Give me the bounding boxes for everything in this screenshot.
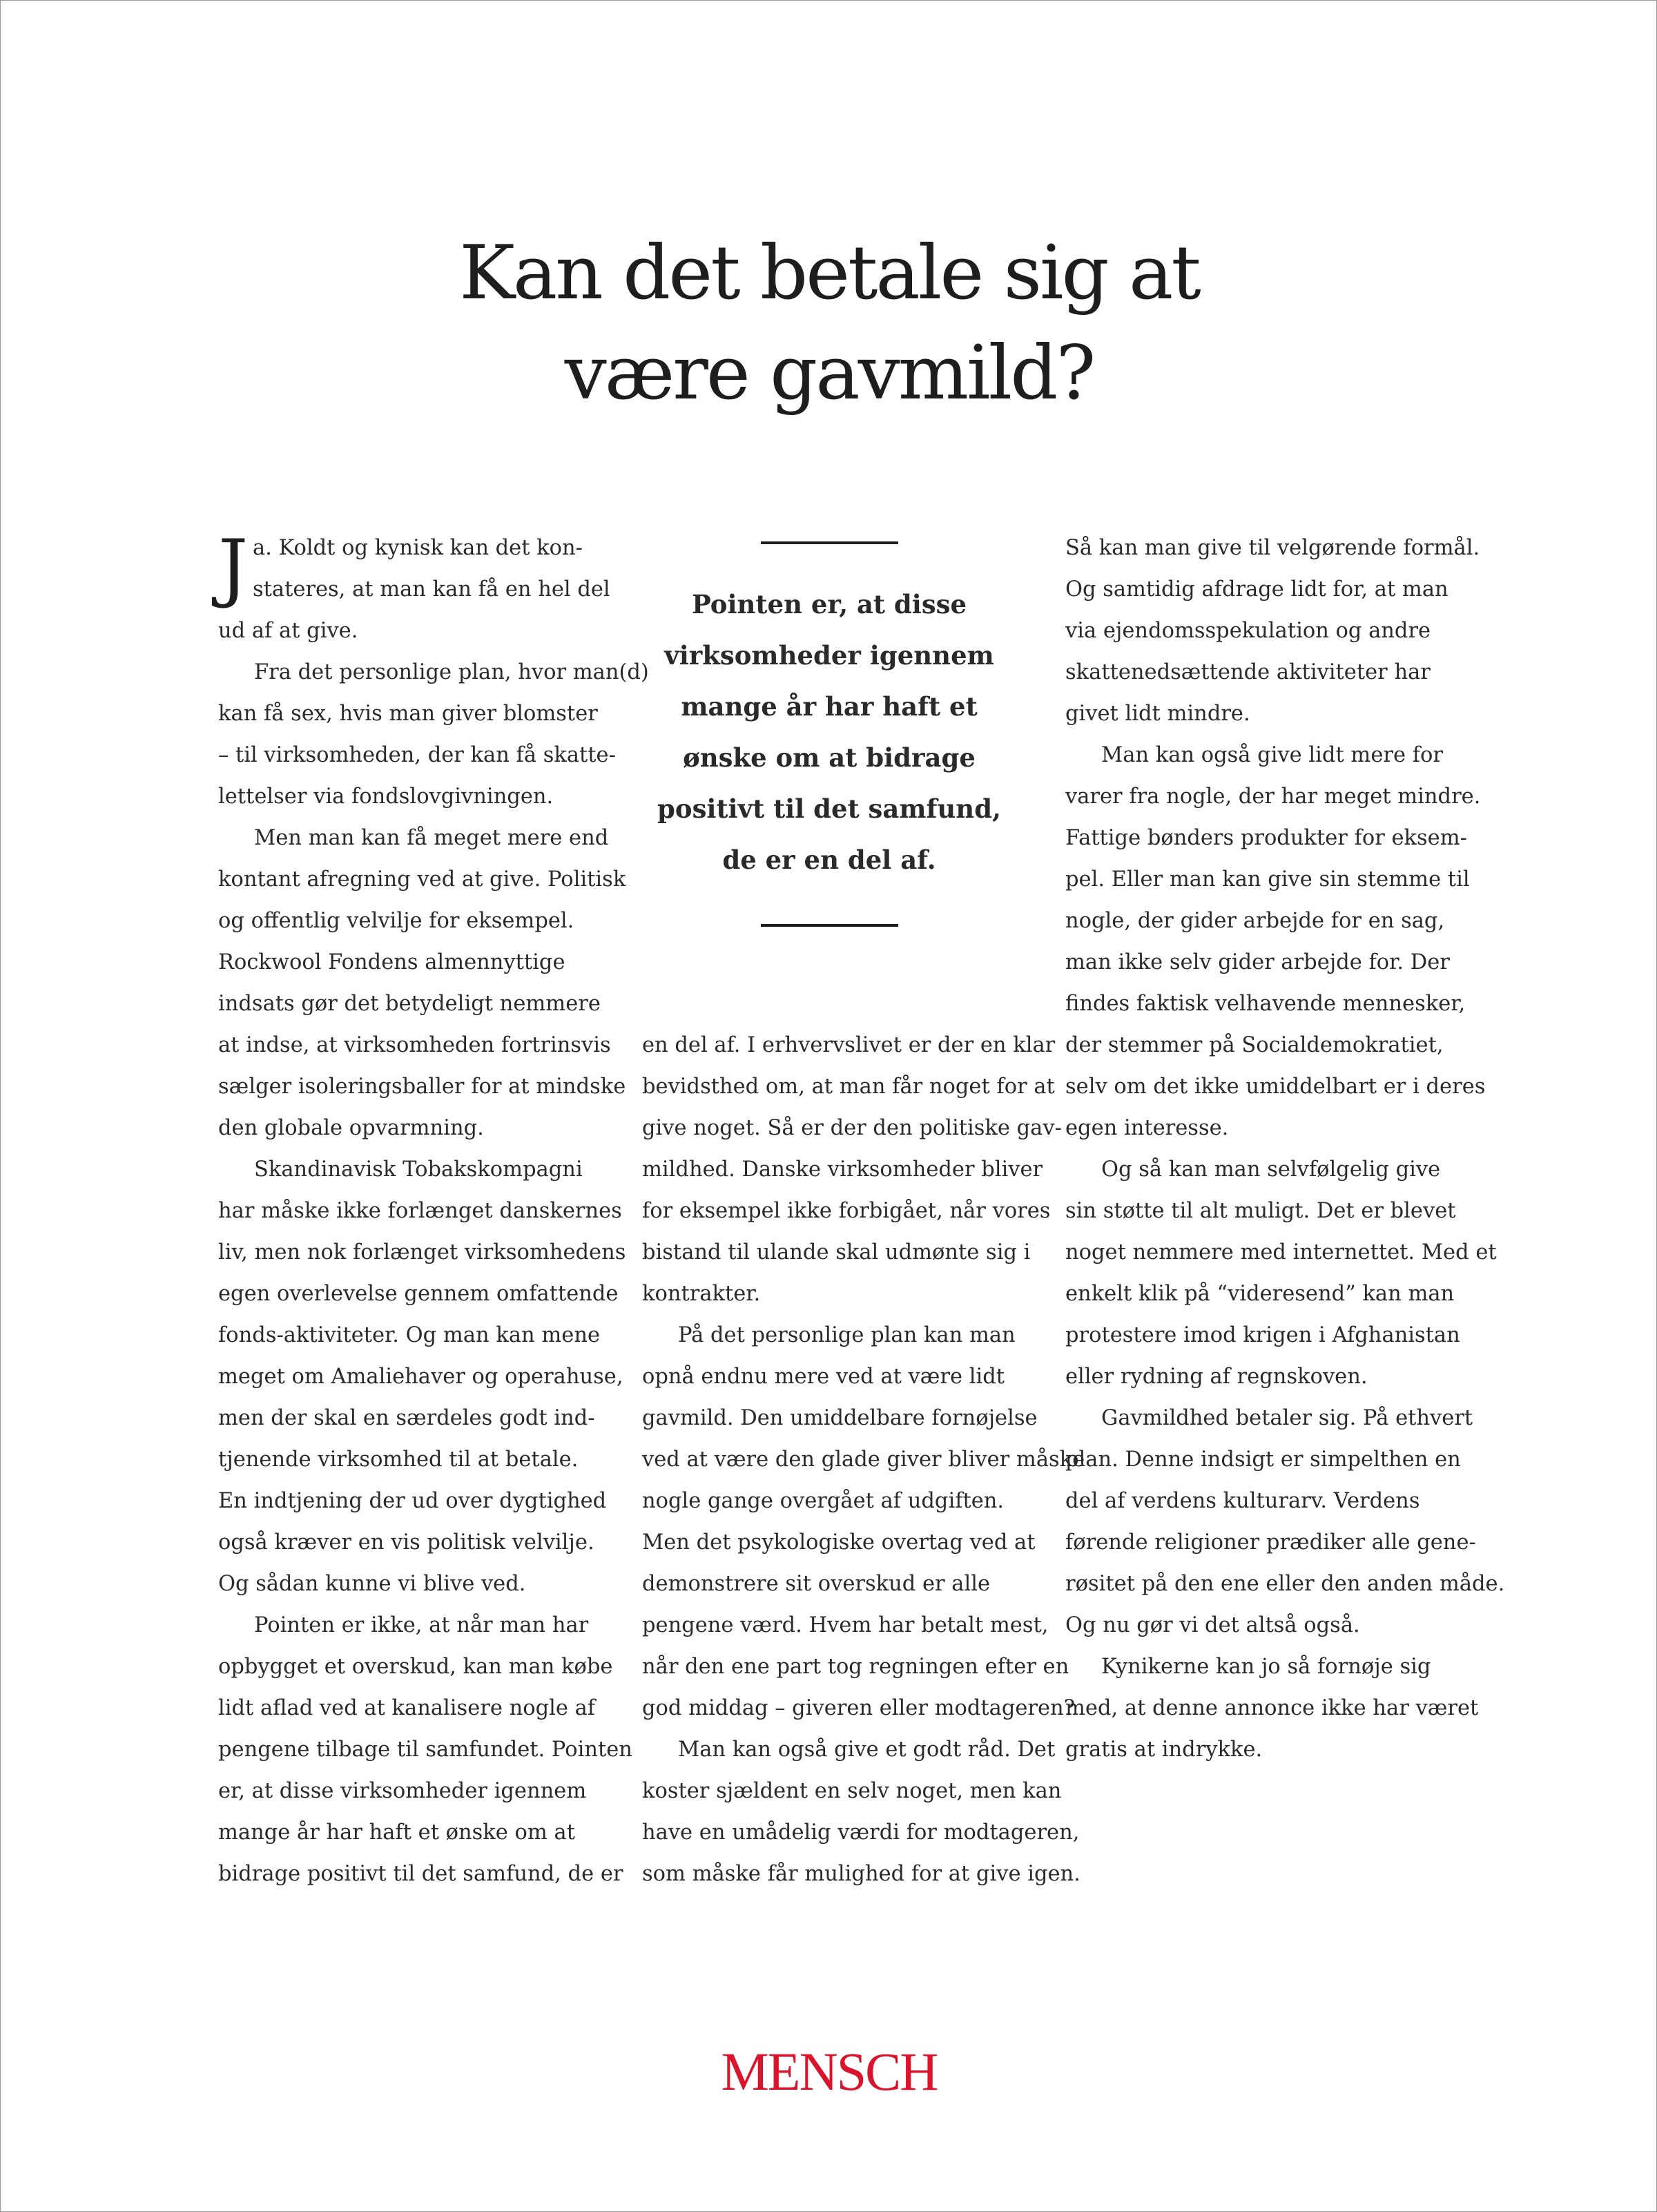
text-line: – til virksomheden, der kan få skatte- [218, 743, 616, 767]
text-line: gratis at indrykke. [1065, 1738, 1263, 1762]
text-line: del af verdens kulturarv. Verdens [1065, 1489, 1420, 1513]
text-line: mildhed. Danske virksomheder bliver [642, 1157, 1043, 1182]
text-line: røsitet på den ene eller den anden måde. [1065, 1572, 1505, 1596]
text-line: meget om Amaliehaver og operahuse, [218, 1365, 623, 1389]
text-line: Gavmildhed betaler sig. På ethvert [1101, 1406, 1473, 1430]
text-line: koster sjældent en selv noget, men kan [642, 1779, 1062, 1803]
text-line: at indse, at virksomheden fortrinsvis [218, 1033, 611, 1057]
text-line: stateres, at man kan få en hel del [253, 577, 610, 602]
text-line: Og sådan kunne vi blive ved. [218, 1572, 526, 1596]
text-line: Men det psykologiske overtag ved at [642, 1530, 1036, 1555]
text-line: en del af. I erhvervslivet er der en klar [642, 1033, 1056, 1057]
text-line: Og samtidig afdrage lidt for, at man [1065, 577, 1448, 602]
text-line: Fattige bønders produkter for eksem- [1065, 826, 1467, 850]
text-line: protestere imod krigen i Afghanistan [1065, 1323, 1460, 1347]
text-line: tjenende virksomhed til at betale. [218, 1448, 579, 1472]
text-line: via ejendomsspekulation og andre [1065, 619, 1431, 643]
text-line: nogle gange overgået af udgiften. [642, 1489, 1005, 1513]
text-line: liv, men nok forlænget virksomhedens [218, 1240, 626, 1264]
pullquote-line: de er en del af. [722, 845, 936, 875]
text-line: Og så kan man selvfølgelig give [1101, 1157, 1441, 1182]
pullquote [636, 579, 1023, 885]
drop-cap: J [218, 524, 249, 610]
text-line: også kræver en vis politisk velvilje. [218, 1530, 594, 1555]
text-line: Og nu gør vi det altså også. [1065, 1613, 1360, 1637]
text-line: god middag – giveren eller modtageren? [642, 1696, 1076, 1720]
text-line: Rockwool Fondens almennyttige [218, 950, 565, 974]
text-line: selv om det ikke umiddelbart er i deres [1065, 1075, 1486, 1099]
text-line: have en umådelig værdi for modtageren, [642, 1820, 1080, 1845]
pullquote-line: virksomheder igennem [664, 640, 994, 671]
text-line: den globale opvarmning. [218, 1116, 484, 1140]
text-line: sin støtte til alt muligt. Det er blevet [1065, 1199, 1456, 1223]
article-column-1 [218, 524, 649, 1895]
mensch-logo: MENSCH [721, 2041, 938, 2102]
text-line: a. Koldt og kynisk kan det kon- [253, 536, 583, 560]
text-line: kontrakter. [642, 1282, 761, 1306]
text-line: Pointen er ikke, at når man har [254, 1613, 589, 1637]
text-line: Man kan også give lidt mere for [1101, 743, 1443, 767]
text-line: førende religioner prædiker alle gene- [1065, 1530, 1476, 1555]
text-line: Men man kan få meget mere end [254, 826, 609, 850]
pullquote-rule-bottom [761, 924, 898, 927]
text-line: opnå endnu mere ved at være lidt [642, 1365, 1005, 1389]
text-line: mange år har haft et ønske om at [218, 1820, 575, 1845]
text-line: egen overlevelse gennem omfattende [218, 1282, 619, 1306]
text-line: plan. Denne indsigt er simpelthen en [1065, 1448, 1461, 1472]
text-line: demonstrere sit overskud er alle [642, 1572, 991, 1596]
text-line: ud af at give. [218, 619, 358, 643]
text-line: På det personlige plan kan man [678, 1323, 1016, 1347]
text-line: når den ene part tog regningen efter en [642, 1655, 1069, 1679]
text-line: pel. Eller man kan give sin stemme til [1065, 867, 1470, 892]
text-line: eller rydning af regnskoven. [1065, 1365, 1368, 1389]
text-line: man ikke selv gider arbejde for. Der [1065, 950, 1450, 974]
text-line: opbygget et overskud, kan man købe [218, 1655, 613, 1679]
text-line: gavmild. Den umiddelbare fornøjelse [642, 1406, 1038, 1430]
article-column-3 [1065, 528, 1505, 1771]
pullquote-line: positivt til det samfund, [657, 794, 1001, 824]
text-line: og offentlig velvilje for eksempel. [218, 909, 574, 933]
headline [208, 223, 1451, 423]
text-line: egen interesse. [1065, 1116, 1229, 1140]
headline-line-2: være gavmild? [564, 330, 1094, 416]
text-line: Man kan også give et godt råd. Det [678, 1738, 1056, 1762]
text-line: Fra det personlige plan, hvor man(d) [254, 660, 649, 684]
text-line: lettelser via fondslovgivningen. [218, 785, 554, 809]
text-line: som måske får mulighed for at give igen. [642, 1862, 1081, 1886]
headline-line-1: Kan det betale sig at [459, 230, 1199, 316]
text-line: lidt aflad ved at kanalisere nogle af [218, 1696, 596, 1720]
text-line: indsats gør det betydeligt nemmere [218, 992, 601, 1016]
text-line: Skandinavisk Tobakskompagni [254, 1157, 583, 1182]
article-column-2 [642, 1025, 1085, 1895]
text-line: give noget. Så er der den politiske gav- [642, 1116, 1062, 1140]
pullquote-line: ønske om at bidrage [683, 742, 976, 773]
text-line: for eksempel ikke forbigået, når vores [642, 1199, 1051, 1223]
text-line: kontant afregning ved at give. Politisk [218, 867, 626, 892]
text-line: kan få sex, hvis man giver blomster [218, 702, 598, 726]
text-line: Kynikerne kan jo så fornøje sig [1101, 1655, 1431, 1679]
pullquote-line: Pointen er, at disse [691, 589, 967, 619]
text-line: fonds-aktiviteter. Og man kan mene [218, 1323, 601, 1347]
text-line: nogle, der gider arbejde for en sag, [1065, 909, 1445, 933]
text-line: skattenedsættende aktiviteter har [1065, 660, 1431, 684]
text-line: pengene værd. Hvem har betalt mest, [642, 1613, 1049, 1637]
text-line: bistand til ulande skal udmønte sig i [642, 1240, 1031, 1264]
text-line: pengene tilbage til samfundet. Pointen [218, 1738, 632, 1762]
text-line: Så kan man give til velgørende formål. [1065, 536, 1480, 560]
pullquote-rule-top [761, 541, 898, 544]
text-line: der stemmer på Socialdemokratiet, [1065, 1033, 1444, 1057]
text-line: noget nemmere med internettet. Med et [1065, 1240, 1497, 1264]
text-line: findes faktisk velhavende mennesker, [1065, 992, 1466, 1016]
text-line: har måske ikke forlænget danskernes [218, 1199, 622, 1223]
text-line: varer fra nogle, der har meget mindre. [1065, 785, 1481, 809]
text-line: ved at være den glade giver bliver måske [642, 1448, 1085, 1472]
text-line: men der skal en særdeles godt ind- [218, 1406, 595, 1430]
text-line: bidrage positivt til det samfund, de er [218, 1862, 623, 1886]
text-line: er, at disse virksomheder igennem [218, 1779, 587, 1803]
text-line: givet lidt mindre. [1065, 702, 1250, 726]
text-line: enkelt klik på “videresend” kan man [1065, 1282, 1455, 1306]
text-line: bevidsthed om, at man får noget for at [642, 1075, 1055, 1099]
pullquote-line: mange år har haft et [681, 691, 978, 722]
text-line: En indtjening der ud over dygtighed [218, 1489, 607, 1513]
text-line: sælger isoleringsballer for at mindske [218, 1075, 626, 1099]
text-line: med, at denne annonce ikke har været [1065, 1696, 1479, 1720]
